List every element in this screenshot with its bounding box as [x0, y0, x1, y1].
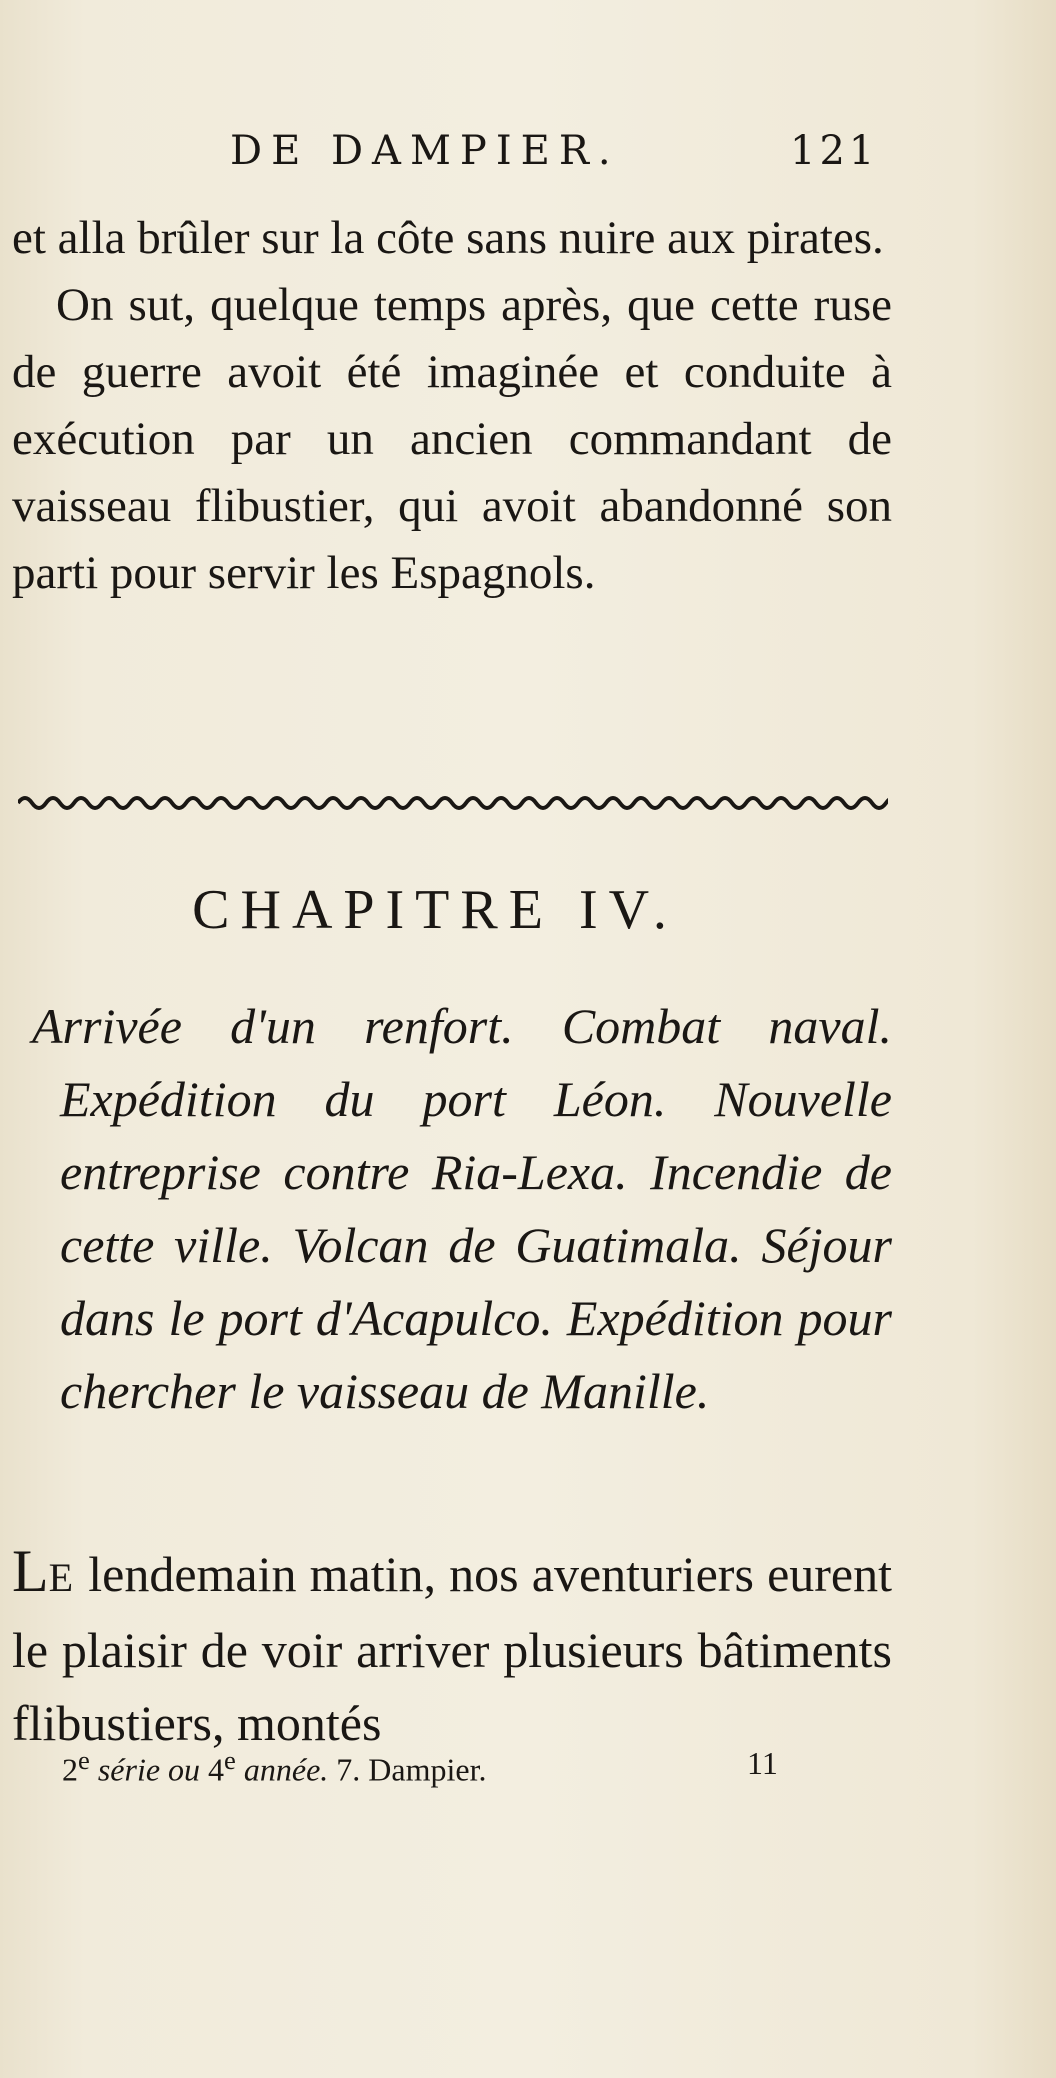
text-block-bottom [12, 1535, 892, 1760]
sheet-number: 11 [747, 1745, 778, 1781]
paragraph-opening [12, 1535, 892, 1760]
year-superscript: e [224, 1745, 236, 1775]
paragraph-text: lendemain matin, nos aventuriers eurent le plaisir de voir arriver plusieurs bâtiments flibustiers, montés [12, 1546, 892, 1751]
page-number: 121 [790, 128, 879, 174]
printer-signature [62, 1745, 842, 1789]
volume-label: 7. Dampier. [336, 1751, 487, 1788]
series-number: 2 [62, 1751, 78, 1788]
running-title: DE DAMPIER. [230, 128, 620, 174]
paragraph-continued: et alla brûler sur la côte sans nuire aux pirates. [12, 212, 884, 264]
ornamental-rule [18, 790, 888, 816]
text-block-top [12, 205, 892, 607]
page-header [0, 128, 1056, 188]
year-word: année. [243, 1751, 329, 1788]
chapter-summary: Arrivée d'un renfort. Combat naval. Expédition du port Léon. Nouvelle entreprise contre Ria-Lexa. Incendie de cette ville. Volcan de Guatimala. Séjour dans le port d'Acapulco. Expédition pour chercher le vaisseau de Manille. [32, 998, 892, 1419]
small-cap-letter: E [48, 1555, 76, 1600]
chapter-title: CHAPITRE IV. [192, 879, 678, 941]
year-number: 4 [208, 1751, 225, 1788]
series-superscript: e [78, 1745, 90, 1775]
drop-letter: L [12, 1538, 49, 1604]
series-word: série ou [97, 1751, 201, 1788]
paragraph: On sut, quelque temps après, que cette ruse de guerre avoit été imaginée et conduite à exécution par un ancien commandant de vaisseau flibustier, qui avoit abandonné son parti pour servir les Espagnols. [12, 279, 892, 599]
